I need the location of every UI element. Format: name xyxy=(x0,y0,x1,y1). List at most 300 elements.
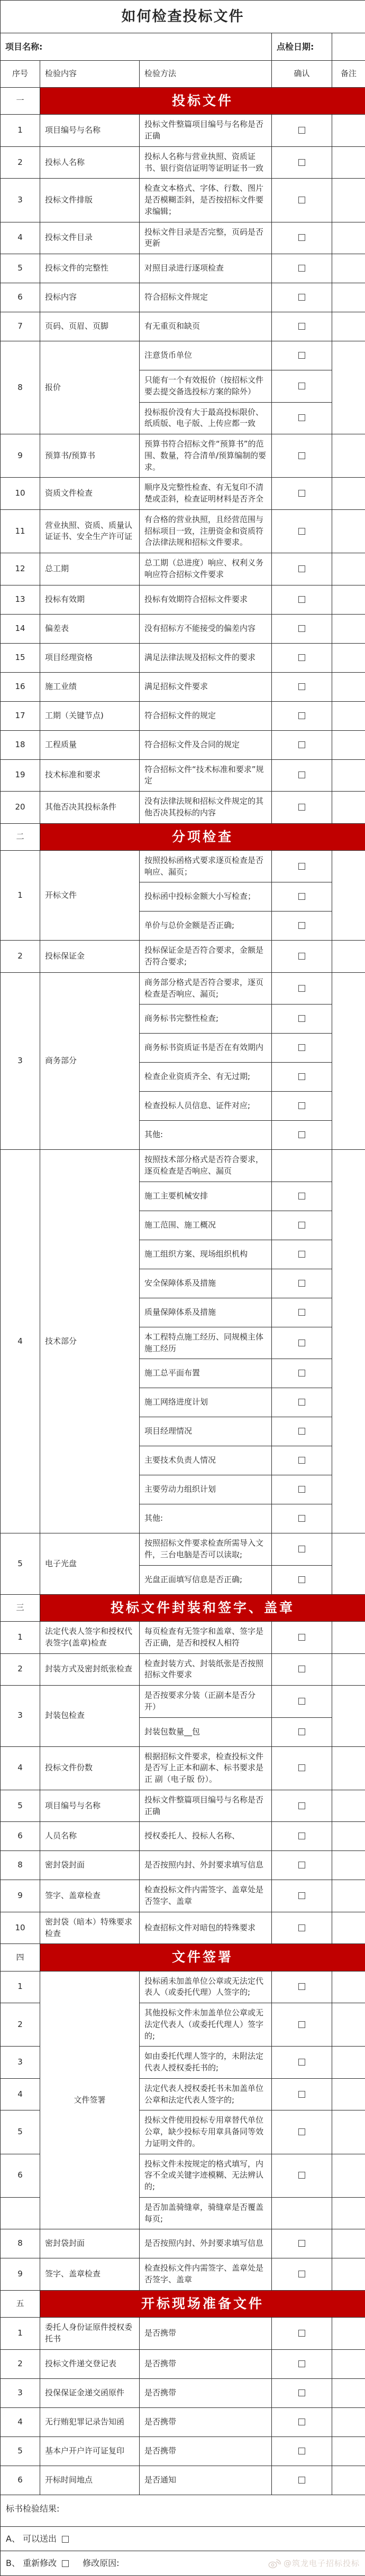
confirm-cell xyxy=(272,672,332,701)
confirm-checkbox[interactable] xyxy=(298,893,305,900)
method-cell: 符合招标文件“技术标准和要求”规定 xyxy=(140,759,272,792)
remark-cell xyxy=(332,222,365,254)
confirm-checkbox[interactable] xyxy=(298,1802,305,1809)
method-cell: 商务标书完整性检查; xyxy=(140,1005,272,1034)
method-cell: 单价与总价金额是否正确; xyxy=(140,912,272,941)
row-number: 8 xyxy=(1,2229,40,2258)
watermark xyxy=(268,2558,360,2570)
remark-cell xyxy=(332,179,365,222)
table-row xyxy=(1,1746,365,1790)
confirm-cell xyxy=(272,1822,332,1851)
remark-cell xyxy=(332,643,365,672)
remark-cell xyxy=(332,941,365,973)
confirm-cell xyxy=(272,2110,332,2154)
content-cell: 投标文件份数 xyxy=(40,1746,140,1790)
content-cell: 技术标准和要求 xyxy=(40,759,140,792)
content-cell: 投标文件的完整性 xyxy=(40,254,140,283)
table-row xyxy=(1,941,365,973)
method-cell: 检查投标文件内需签字、盖章处是否签字、盖章 xyxy=(140,2258,272,2291)
method-cell: 没有招标方不能接受的偏差内容 xyxy=(140,614,272,643)
confirm-checkbox[interactable] xyxy=(298,2059,305,2066)
confirm-checkbox[interactable] xyxy=(298,1764,305,1771)
content-cell: 委托人身份证原件授权委托书 xyxy=(40,2318,140,2350)
content-cell: 其他否决其投标条件 xyxy=(40,792,140,824)
confirm-cell xyxy=(272,1359,332,1388)
confirm-cell xyxy=(272,2378,332,2407)
confirm-cell xyxy=(272,312,332,341)
weibo-icon xyxy=(268,2559,281,2569)
table-row xyxy=(1,1822,365,1851)
method-cell: 如由委托代理人签字的，未附法定代表人授权委托书的; xyxy=(140,2047,272,2079)
confirm-checkbox[interactable] xyxy=(298,1862,305,1868)
confirm-checkbox[interactable] xyxy=(298,1399,305,1406)
table-row xyxy=(1,1971,365,2003)
confirm-checkbox[interactable] xyxy=(298,1546,305,1552)
confirm-checkbox[interactable] xyxy=(298,712,305,719)
row-number: 5 xyxy=(1,1533,40,1595)
row-number: 19 xyxy=(1,759,40,792)
content-cell: 投标文件目录 xyxy=(40,222,140,254)
confirm-checkbox[interactable] xyxy=(298,1131,305,1138)
confirm-checkbox[interactable] xyxy=(298,1634,305,1641)
confirm-checkbox[interactable] xyxy=(298,1251,305,1258)
confirm-checkbox[interactable] xyxy=(298,596,305,603)
content-cell: 项目编号与名称 xyxy=(40,1790,140,1822)
check-date-label: 点检日期: xyxy=(272,33,332,61)
content-cell: 开标时间地点 xyxy=(40,2466,140,2495)
content-cell: 工期（关键节点) xyxy=(40,701,140,730)
section-banner-row xyxy=(1,1594,365,1621)
confirm-checkbox[interactable] xyxy=(298,1486,305,1493)
content-cell: 页码、页眉、页脚 xyxy=(40,312,140,341)
remark-cell xyxy=(332,614,365,643)
confirm-cell xyxy=(272,2229,332,2258)
revise-checkbox[interactable] xyxy=(62,2560,69,2567)
confirm-cell xyxy=(272,1912,332,1944)
confirm-checkbox[interactable] xyxy=(298,490,305,497)
confirm-checkbox[interactable] xyxy=(298,1515,305,1522)
confirm-cell xyxy=(272,1565,332,1594)
confirm-checkbox[interactable] xyxy=(298,2360,305,2367)
confirm-cell xyxy=(272,1092,332,1121)
row-number: 2 xyxy=(1,1653,40,1686)
content-cell: 投标文件排版 xyxy=(40,179,140,222)
confirm-checkbox[interactable] xyxy=(298,863,305,870)
remark-cell xyxy=(332,2436,365,2466)
row-number: 18 xyxy=(1,730,40,759)
confirm-checkbox[interactable] xyxy=(298,1370,305,1377)
row-number: 2 xyxy=(1,146,40,179)
method-cell: 符合招标文件规定 xyxy=(140,283,272,312)
row-number: 4 xyxy=(1,222,40,254)
remark-cell xyxy=(332,1912,365,1944)
confirm-cell xyxy=(272,1880,332,1912)
remark-cell xyxy=(332,1622,365,1654)
table-row xyxy=(1,759,365,792)
table-row xyxy=(1,179,365,222)
table-row xyxy=(1,730,365,759)
table-row xyxy=(1,222,365,254)
confirm-cell xyxy=(272,1653,332,1686)
row-number: 5 xyxy=(1,2110,40,2154)
section-number: 五 xyxy=(1,2290,40,2317)
confirm-cell xyxy=(272,509,332,553)
row-number: 6 xyxy=(1,2466,40,2495)
confirm-checkbox[interactable] xyxy=(298,1576,305,1583)
method-cell: 检查封装方式、封装纸张是否按照招标文件要求 xyxy=(140,1653,272,1686)
table-row xyxy=(1,254,365,283)
content-cell: 项目经理资格 xyxy=(40,643,140,672)
confirm-cell xyxy=(272,115,332,147)
section-number: 二 xyxy=(1,823,40,850)
confirm-cell xyxy=(272,2349,332,2378)
confirm-checkbox[interactable] xyxy=(298,741,305,748)
confirm-cell xyxy=(272,1504,332,1533)
project-name-label: 项目名称: xyxy=(1,33,272,61)
confirm-checkbox[interactable] xyxy=(298,323,305,330)
table-row xyxy=(1,1150,365,1182)
section-banner: 分项检查 xyxy=(40,823,365,850)
option-b-row xyxy=(1,2551,365,2575)
table-row xyxy=(1,341,365,370)
method-cell: 施工范围、施工概况 xyxy=(140,1211,272,1240)
table-row xyxy=(1,2349,365,2378)
confirm-checkbox[interactable] xyxy=(298,1833,305,1839)
table-row xyxy=(1,1912,365,1944)
confirm-checkbox[interactable] xyxy=(298,625,305,632)
result-row xyxy=(1,2495,365,2526)
content-cell: 封装包检查 xyxy=(40,1686,140,1747)
section-banner-row xyxy=(1,88,365,115)
table-row xyxy=(1,2436,365,2466)
method-cell: 投标文件目录是否完整，页码是否更新 xyxy=(140,222,272,254)
content-cell: 工程质量 xyxy=(40,730,140,759)
watermark-text: @筑龙电子招标投标 xyxy=(284,2558,360,2570)
confirm-cell xyxy=(272,2318,332,2350)
confirm-checkbox[interactable] xyxy=(298,1044,305,1051)
method-cell: 投标人名称与营业执照、资质证书、银行资信证明等证明证书一致 xyxy=(140,146,272,179)
row-number: 16 xyxy=(1,672,40,701)
confirm-checkbox[interactable] xyxy=(298,922,305,929)
remark-cell xyxy=(332,850,365,941)
confirm-checkbox[interactable] xyxy=(298,654,305,661)
remark-cell xyxy=(332,1686,365,1747)
remark-cell xyxy=(332,2197,365,2229)
remark-cell xyxy=(332,2407,365,2436)
section-banner-row xyxy=(1,2290,365,2317)
row-number: 1 xyxy=(1,115,40,147)
method-cell: 投标文件整篇项目编号与名称是否正确 xyxy=(140,1790,272,1822)
method-cell: 满足招标文件要求 xyxy=(140,672,272,701)
confirm-checkbox[interactable] xyxy=(298,127,305,134)
confirm-cell xyxy=(272,1182,332,1211)
confirm-checkbox[interactable] xyxy=(298,1457,305,1464)
method-cell: 符合招标文件的规定 xyxy=(140,701,272,730)
title-row xyxy=(1,1,365,33)
option-a-label: A、 可以送出 xyxy=(6,2534,57,2544)
confirm-checkbox[interactable] xyxy=(298,1073,305,1080)
option-a-row xyxy=(1,2526,365,2551)
table-row xyxy=(1,434,365,478)
confirm-cell xyxy=(272,1851,332,1880)
remark-cell xyxy=(332,2078,365,2110)
confirm-checkbox[interactable] xyxy=(298,383,305,389)
confirm-cell xyxy=(272,912,332,941)
confirm-checkbox[interactable] xyxy=(298,1924,305,1931)
confirm-checkbox[interactable] xyxy=(298,1280,305,1287)
confirm-cell xyxy=(272,222,332,254)
content-cell: 报价 xyxy=(40,341,140,434)
confirm-cell xyxy=(272,972,332,1005)
method-cell: 预算书符合招标文件“预算书”的范围、数量，符合清单/预算编制的要求。 xyxy=(140,434,272,478)
content-cell: 法定代表人签字和授权代表签字(盖章)检查 xyxy=(40,1622,140,1654)
remark-cell xyxy=(332,701,365,730)
method-cell: 投标函中投标金额大小写检查； xyxy=(140,882,272,912)
row-number: 3 xyxy=(1,972,40,1150)
revise-reason-label: 修改原因: xyxy=(83,2558,119,2568)
method-cell: 施工组织方案、现场组织机构 xyxy=(140,1240,272,1269)
remark-cell xyxy=(332,2003,365,2047)
confirm-checkbox[interactable] xyxy=(298,1015,305,1022)
row-number: 8 xyxy=(1,1851,40,1880)
confirm-cell xyxy=(272,1971,332,2003)
confirm-checkbox[interactable] xyxy=(298,2419,305,2425)
method-cell: 投标文件使用投标专用章替代单位公章，缺少投标专用章具备同等效力证明文件的。 xyxy=(140,2110,272,2154)
table-row xyxy=(1,2318,365,2350)
check-date-value xyxy=(332,33,365,61)
method-cell: 投标文件未按规定的格式填写，内容不全或关键字迹模糊、无法辨认的; xyxy=(140,2154,272,2197)
content-cell: 人员名称 xyxy=(40,1822,140,1851)
method-cell: 有无重页和缺页 xyxy=(140,312,272,341)
method-cell: 按照投标函格式要求逐页检查是否响应、漏页； xyxy=(140,850,272,882)
method-cell: 检查企业资质齐全、有无过期; xyxy=(140,1063,272,1092)
content-cell: 密封袋（暗本）特殊要求检查 xyxy=(40,1912,140,1944)
content-cell: 文件签署 xyxy=(40,1971,140,2229)
confirm-checkbox[interactable] xyxy=(298,2271,305,2277)
remark-cell xyxy=(332,792,365,824)
method-cell: 是否通知 xyxy=(140,2466,272,2495)
confirm-checkbox[interactable] xyxy=(298,1222,305,1229)
confirm-checkbox[interactable] xyxy=(298,953,305,960)
section-banner-row xyxy=(1,1944,365,1971)
method-cell: 有合格的营业执照，且经营范围与招标项目一致，注册资金和资质符合法律法规和招标文件要求。 xyxy=(140,509,272,553)
confirm-checkbox[interactable] xyxy=(298,2477,305,2484)
row-number: 14 xyxy=(1,614,40,643)
content-cell: 签字、盖章检查 xyxy=(40,1880,140,1912)
remark-cell xyxy=(332,312,365,341)
remark-cell xyxy=(332,2047,365,2079)
confirm-checkbox[interactable] xyxy=(298,1892,305,1899)
confirm-cell xyxy=(272,1717,332,1746)
remark-cell xyxy=(332,672,365,701)
table-row xyxy=(1,850,365,882)
confirm-checkbox[interactable] xyxy=(298,565,305,572)
content-cell: 投标有效期 xyxy=(40,585,140,614)
method-cell: 只能有一个有效报价（按招标文件要去提交备选投标方案的除外） xyxy=(140,370,272,403)
row-number: 6 xyxy=(1,283,40,312)
confirm-checkbox[interactable] xyxy=(298,1193,305,1199)
confirm-checkbox[interactable] xyxy=(298,771,305,778)
confirm-checkbox[interactable] xyxy=(298,1698,305,1705)
confirm-cell xyxy=(272,1150,332,1182)
confirm-cell xyxy=(272,2407,332,2436)
row-number: 9 xyxy=(1,2258,40,2291)
row-number: 6 xyxy=(1,1822,40,1851)
confirm-cell xyxy=(272,2436,332,2466)
section-banner: 开标现场准备文件 xyxy=(40,2290,365,2317)
content-cell: 投保保证金递交函原件 xyxy=(40,2378,140,2407)
method-cell: 投标文件整篇项目编号与名称是否正确 xyxy=(140,115,272,147)
method-cell: 每页检查有无签字和盖章、签字是否正确，是否和授权人相符 xyxy=(140,1622,272,1654)
remark-cell xyxy=(332,2229,365,2258)
confirm-checkbox[interactable] xyxy=(298,197,305,203)
table-row xyxy=(1,509,365,553)
row-number: 9 xyxy=(1,1880,40,1912)
confirm-cell xyxy=(272,283,332,312)
confirm-checkbox[interactable] xyxy=(298,2091,305,2098)
table-row xyxy=(1,2378,365,2407)
confirm-cell xyxy=(272,1240,332,1269)
remark-cell xyxy=(332,730,365,759)
table-row xyxy=(1,972,365,1005)
confirm-checkbox[interactable] xyxy=(298,1428,305,1435)
confirm-checkbox[interactable] xyxy=(298,2172,305,2179)
method-cell: 是否携带 xyxy=(140,2436,272,2466)
table-row xyxy=(1,701,365,730)
row-number: 4 xyxy=(1,2407,40,2436)
remark-cell xyxy=(332,2154,365,2197)
confirm-checkbox[interactable] xyxy=(298,2330,305,2337)
confirm-checkbox[interactable] xyxy=(298,1340,305,1346)
col-header-content: 检验内容 xyxy=(40,61,140,88)
confirm-cell xyxy=(272,1005,332,1034)
remark-cell xyxy=(332,1851,365,1880)
confirm-cell xyxy=(272,850,332,882)
content-cell: 投标内容 xyxy=(40,283,140,312)
confirm-cell xyxy=(272,882,332,912)
remark-cell xyxy=(332,759,365,792)
confirm-checkbox[interactable] xyxy=(298,294,305,301)
table-row xyxy=(1,1533,365,1566)
method-cell: 对照目录进行逐项检查 xyxy=(140,254,272,283)
remark-cell xyxy=(332,1880,365,1912)
confirm-checkbox[interactable] xyxy=(298,2389,305,2396)
confirm-cell xyxy=(272,1269,332,1298)
confirm-checkbox[interactable] xyxy=(298,2128,305,2135)
row-number: 2 xyxy=(1,941,40,973)
send-out-checkbox[interactable] xyxy=(62,2536,69,2543)
method-cell: 商务标书资质证书是否在有效期内 xyxy=(140,1034,272,1063)
method-cell: 是否携带 xyxy=(140,2378,272,2407)
content-cell: 总工期 xyxy=(40,553,140,585)
confirm-cell xyxy=(272,2078,332,2110)
table-row xyxy=(1,312,365,341)
table-row xyxy=(1,2229,365,2258)
confirm-checkbox[interactable] xyxy=(298,234,305,241)
row-number: 3 xyxy=(1,179,40,222)
remark-cell xyxy=(332,2466,365,2495)
remark-cell xyxy=(332,283,365,312)
row-number xyxy=(1,2197,40,2229)
confirm-checkbox[interactable] xyxy=(298,683,305,690)
content-cell: 基本户开户许可证复印 xyxy=(40,2436,140,2466)
content-cell: 偏差表 xyxy=(40,614,140,643)
confirm-checkbox[interactable] xyxy=(298,1666,305,1672)
confirm-checkbox[interactable] xyxy=(298,452,305,459)
table-row xyxy=(1,146,365,179)
method-cell: 授权委托人、投标人名称、 xyxy=(140,1822,272,1851)
confirm-checkbox[interactable] xyxy=(298,985,305,992)
table-row xyxy=(1,283,365,312)
confirm-cell xyxy=(272,643,332,672)
content-cell: 无行贿犯罪记录告知函 xyxy=(40,2407,140,2436)
row-number: 13 xyxy=(1,585,40,614)
confirm-cell xyxy=(272,1533,332,1566)
content-cell: 密封袋封面 xyxy=(40,2229,140,2258)
row-number: 15 xyxy=(1,643,40,672)
confirm-checkbox[interactable] xyxy=(298,528,305,535)
method-cell: 是否携带 xyxy=(140,2318,272,2350)
remark-cell xyxy=(332,2110,365,2154)
confirm-cell xyxy=(272,254,332,283)
table-row xyxy=(1,792,365,824)
remark-cell xyxy=(332,509,365,553)
method-cell: 封装包数量__包 xyxy=(140,1717,272,1746)
confirm-checkbox[interactable] xyxy=(298,1309,305,1316)
confirm-checkbox[interactable] xyxy=(298,414,305,421)
confirm-cell xyxy=(272,1298,332,1327)
row-number: 4 xyxy=(1,2078,40,2110)
confirm-checkbox[interactable] xyxy=(298,1728,305,1735)
confirm-cell xyxy=(272,1327,332,1359)
confirm-checkbox[interactable] xyxy=(298,159,305,166)
row-number: 17 xyxy=(1,701,40,730)
confirm-cell xyxy=(272,1475,332,1504)
confirm-cell xyxy=(272,553,332,585)
table-row xyxy=(1,1653,365,1686)
confirm-cell xyxy=(272,941,332,973)
confirm-checkbox[interactable] xyxy=(298,804,305,811)
content-cell: 开标文件 xyxy=(40,850,140,941)
confirm-cell xyxy=(272,2466,332,2495)
content-cell: 电子光盘 xyxy=(40,1533,140,1595)
method-cell: 总工期（总进度）响应、权利义务响应符合招标文件要求 xyxy=(140,553,272,585)
method-cell: 主要劳动力组织计划 xyxy=(140,1475,272,1504)
confirm-cell xyxy=(272,179,332,222)
content-cell: 预算书/预算书 xyxy=(40,434,140,478)
confirm-checkbox[interactable] xyxy=(298,2021,305,2028)
remark-cell xyxy=(332,2349,365,2378)
confirm-cell xyxy=(272,370,332,403)
confirm-checkbox[interactable] xyxy=(298,2448,305,2454)
confirm-cell xyxy=(272,730,332,759)
confirm-checkbox[interactable] xyxy=(298,1102,305,1109)
remark-cell xyxy=(332,1822,365,1851)
method-cell: 没有法律法规和招标文件规定的其他否决其投标的内容 xyxy=(140,792,272,824)
confirm-cell xyxy=(272,792,332,824)
confirm-cell xyxy=(272,1063,332,1092)
remark-cell xyxy=(332,972,365,1150)
confirm-checkbox[interactable] xyxy=(298,352,305,359)
confirm-cell xyxy=(272,1211,332,1240)
confirm-checkbox[interactable] xyxy=(298,265,305,272)
confirm-checkbox[interactable] xyxy=(298,2240,305,2247)
confirm-checkbox[interactable] xyxy=(298,1983,305,1990)
header-row xyxy=(1,61,365,88)
confirm-cell xyxy=(272,1417,332,1446)
table-row xyxy=(1,1790,365,1822)
method-cell: 检查投标人员信息、证件对应; xyxy=(140,1092,272,1121)
